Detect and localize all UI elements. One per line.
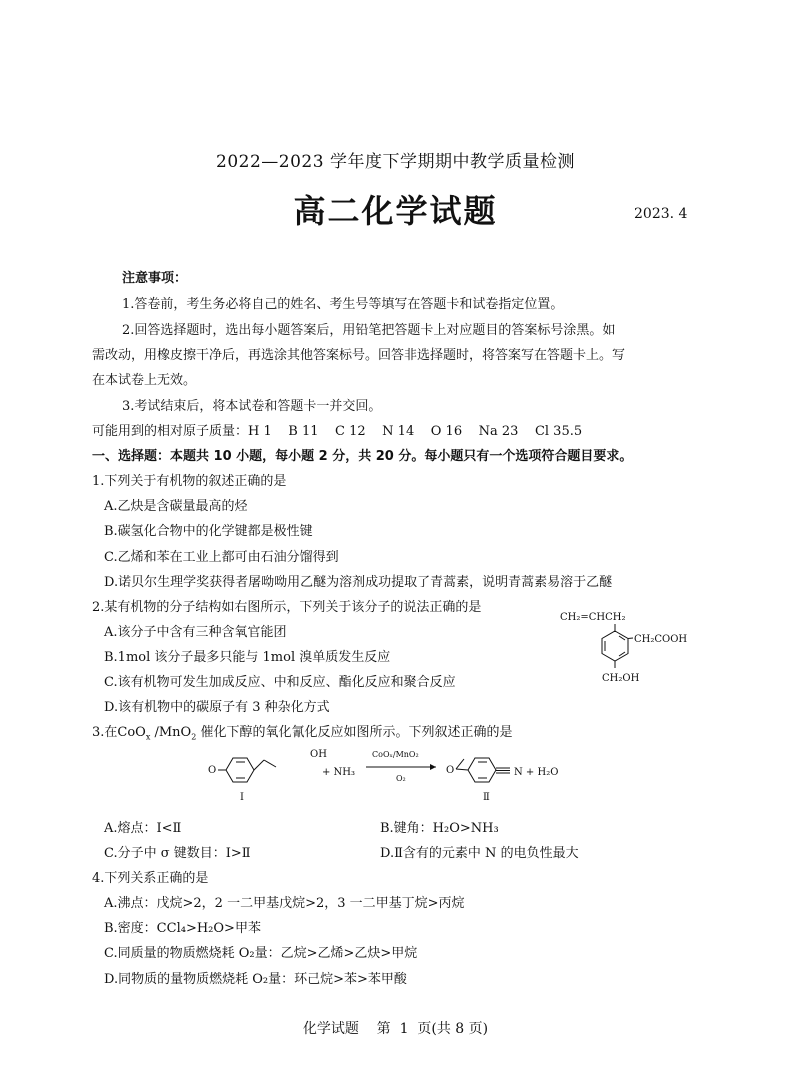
note-item-2-line-1: 2.回答选择题时，选出每小题答案后，用铅笔把答题卡上对应题目的答案标号涂黑。如: [122, 323, 616, 338]
q2-option-a: A.该分子中含有三种含氧官能团: [104, 625, 287, 640]
q1-option-c: C.乙烯和苯在工业上都可由石油分馏得到: [104, 550, 339, 565]
svg-text:O: O: [208, 765, 217, 776]
q2-fig-allyl-group: CH₂=CHCH₂: [560, 612, 626, 623]
benzene-ring: [602, 631, 628, 661]
q4-option-c: C.同质量的物质燃烧耗 O₂量：乙烷>乙烯>乙炔>甲烷: [104, 946, 418, 961]
q3-fig-oxidant: O₂: [396, 774, 406, 783]
notes-heading: 注意事项：: [122, 271, 188, 286]
q2-molecule-structure: [555, 605, 705, 695]
q3-fig-catalyst: CoOₓ/MnO₂: [372, 750, 419, 759]
section-1-heading: 一、选择题：本题共 10 小题，每小题 2 分，共 20 分。每小题只有一个选项符合题目要求。: [92, 449, 633, 464]
note-item-1: 1.答卷前，考生务必将自己的姓名、考生号等填写在答题卡和试卷指定位置。: [122, 297, 564, 312]
q3-fig-plus-nh3: + NH₃: [322, 767, 356, 778]
q4-option-b: B.密度：CCl₄>H₂O>甲苯: [104, 921, 261, 936]
exam-subtitle: 2022—2023 学年度下学期期中教学质量检测: [216, 152, 575, 172]
q4-option-d: D.同物质的量物质燃烧耗 O₂量：环己烷>苯>苯甲酸: [104, 972, 407, 987]
page-footer: 化学试题 第 1 页(共 8 页): [302, 1021, 489, 1037]
q1-option-a: A.乙炔是含碳量最高的烃: [104, 499, 248, 514]
q3-option-b: B.键角：H₂O>NH₃: [380, 821, 499, 836]
q4-option-a: A.沸点：戊烷>2，2 一二甲基戊烷>2，3 一二甲基丁烷>丙烷: [104, 896, 465, 911]
note-item-2-line-3: 在本试卷上无效。: [92, 373, 197, 388]
q2-stem: 2.某有机物的分子结构如右图所示，下列关于该分子的说法正确的是: [92, 600, 482, 615]
q2-option-d: D.该有机物中的碳原子有 3 种杂化方式: [104, 700, 330, 715]
exam-date: 2023. 4: [634, 206, 688, 222]
q3-reaction-scheme: [200, 745, 620, 805]
q3-label-ii: Ⅱ: [483, 792, 490, 803]
q1-option-d: D.诺贝尔生理学奖获得者屠呦呦用乙醚为溶剂成功提取了青蒿素，说明青蒿素易溶于乙醚: [104, 575, 613, 590]
note-item-3: 3.考试结束后，将本试卷和答题卡一并交回。: [122, 399, 382, 414]
atomic-masses: 可能用到的相对原子质量：H 1 B 11 C 12 N 14 O 16 Na 23 Cl 35.5: [92, 424, 583, 439]
q2-fig-hydroxymethyl-group: CH₂OH: [602, 673, 640, 684]
q4-stem: 4.下列关系正确的是: [92, 871, 209, 886]
q3-option-d: D.Ⅱ含有的元素中 N 的电负性最大: [380, 846, 579, 861]
svg-text:O: O: [446, 765, 455, 776]
q3-stem: 3.在CoO$_x$ /MnO$_2$ 催化下醇的氧化氰化反应如图所示。下列叙述正确的是: [92, 725, 513, 742]
q2-fig-acetic-group: CH₂COOH: [634, 634, 688, 645]
q3-option-c: C.分子中 σ 键数目：Ⅰ>Ⅱ: [104, 846, 251, 861]
q2-option-c: C.该有机物可发生加成反应、中和反应、酯化反应和聚合反应: [104, 675, 456, 690]
q1-option-b: B.碳氢化合物中的化学键都是极性键: [104, 524, 313, 539]
q2-option-b: B.1mol 该分子最多只能与 1mol 溴单质发生反应: [104, 650, 391, 665]
note-item-2-line-2: 需改动，用橡皮擦干净后，再选涂其他答案标号。回答非选择题时，将答案写在答题卡上。写: [92, 348, 626, 363]
q3-label-i: Ⅰ: [240, 792, 244, 803]
q3-fig-oh: OH: [310, 749, 327, 760]
q1-stem: 1.下列关于有机物的叙述正确的是: [92, 474, 287, 489]
exam-title: 高二化学试题: [293, 192, 498, 230]
q3-fig-product-tail: N + H₂O: [514, 767, 559, 778]
q3-option-a: A.熔点：Ⅰ<Ⅱ: [104, 821, 182, 836]
